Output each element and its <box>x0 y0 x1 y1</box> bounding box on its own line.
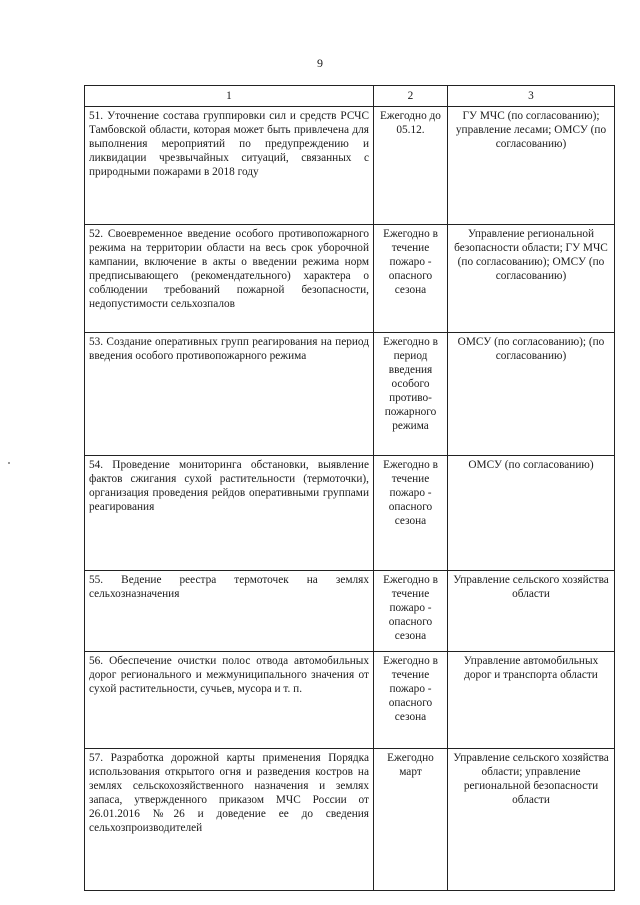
table-row <box>85 571 615 652</box>
measure-cell: 53. Создание оперативных групп реагирования на период введения особого противопожарного режима <box>85 333 374 456</box>
responsible-cell: Управление региональной безопасности области; ГУ МЧС (по согласованию); ОМСУ (по согласованию) <box>448 225 615 333</box>
responsible-cell: ОМСУ (по согласованию); (по согласованию) <box>448 333 615 456</box>
term-cell: Ежегодно в течение пожаро - опасного сезона <box>374 652 448 749</box>
table-row <box>85 456 615 571</box>
table-row <box>85 652 615 749</box>
responsible-cell: Управление сельского хозяйства области <box>448 571 615 652</box>
column-header-3: 3 <box>448 86 615 107</box>
table-row <box>85 333 615 456</box>
column-header-1: 1 <box>85 86 374 107</box>
measure-cell: 57. Разработка дорожной карты применения Порядка использования открытого огня и разведения костров на землях сельскохозяйственного назначения и землях запаса, утвержденного приказом МЧС России от 26.01.2016 №26 и доведение ее до сведения сельхозпроизводителей <box>85 749 374 891</box>
table-row <box>85 107 615 225</box>
page-number: 9 <box>317 56 323 70</box>
term-cell: Ежегодно в течение пожаро - опасного сезона <box>374 571 448 652</box>
measure-cell: 51. Уточнение состава группировки сил и средств РСЧС Тамбовской области, которая может быть привлечена для выполнения мероприятий по предупреждению и ликвидации чрезвычайных ситуаций, связанных с природными пожарами в 2018 году <box>85 107 374 225</box>
table-row <box>85 749 615 891</box>
term-cell: Ежегодно март <box>374 749 448 891</box>
responsible-cell: Управление автомобильных дорог и транспорта области <box>448 652 615 749</box>
term-cell: Ежегодно в течение пожаро - опасного сезона <box>374 456 448 571</box>
responsible-cell: ОМСУ (по согласованию) <box>448 456 615 571</box>
measure-cell: 52. Своевременное введение особого противопожарного режима на территории области на весь срок уборочной кампании, включение в акты о введении режима норм предписывающего (рекомендательного) характера о соблюдении требований пожарной безопасности, недопустимости сельхозпалов <box>85 225 374 333</box>
measure-cell: 55. Ведение реестра термоточек на землях сельхозназначения <box>85 571 374 652</box>
table-row <box>85 225 615 333</box>
responsible-cell: ГУ МЧС (по согласованию); управление лесами; ОМСУ (по согласованию) <box>448 107 615 225</box>
term-cell: Ежегодно до 05.12. <box>374 107 448 225</box>
scan-speck <box>8 462 10 464</box>
term-cell: Ежегодно в течение пожаро - опасного сезона <box>374 225 448 333</box>
column-header-2: 2 <box>374 86 448 107</box>
term-cell: Ежегодно в период введения особого противо- пожарного режима <box>374 333 448 456</box>
responsible-cell: Управление сельского хозяйства области; управление региональной безопасности области <box>448 749 615 891</box>
measures-table <box>84 85 615 891</box>
measure-cell: 54. Проведение мониторинга обстановки, выявление фактов сжигания сухой растительности (термоточки), организация проведения рейдов оперативными группами реагирования <box>85 456 374 571</box>
measure-cell: 56. Обеспечение очистки полос отвода автомобильных дорог регионального и межмуниципального значения от сухой растительности, сучьев, мусора и т. п. <box>85 652 374 749</box>
header-row <box>85 86 615 107</box>
